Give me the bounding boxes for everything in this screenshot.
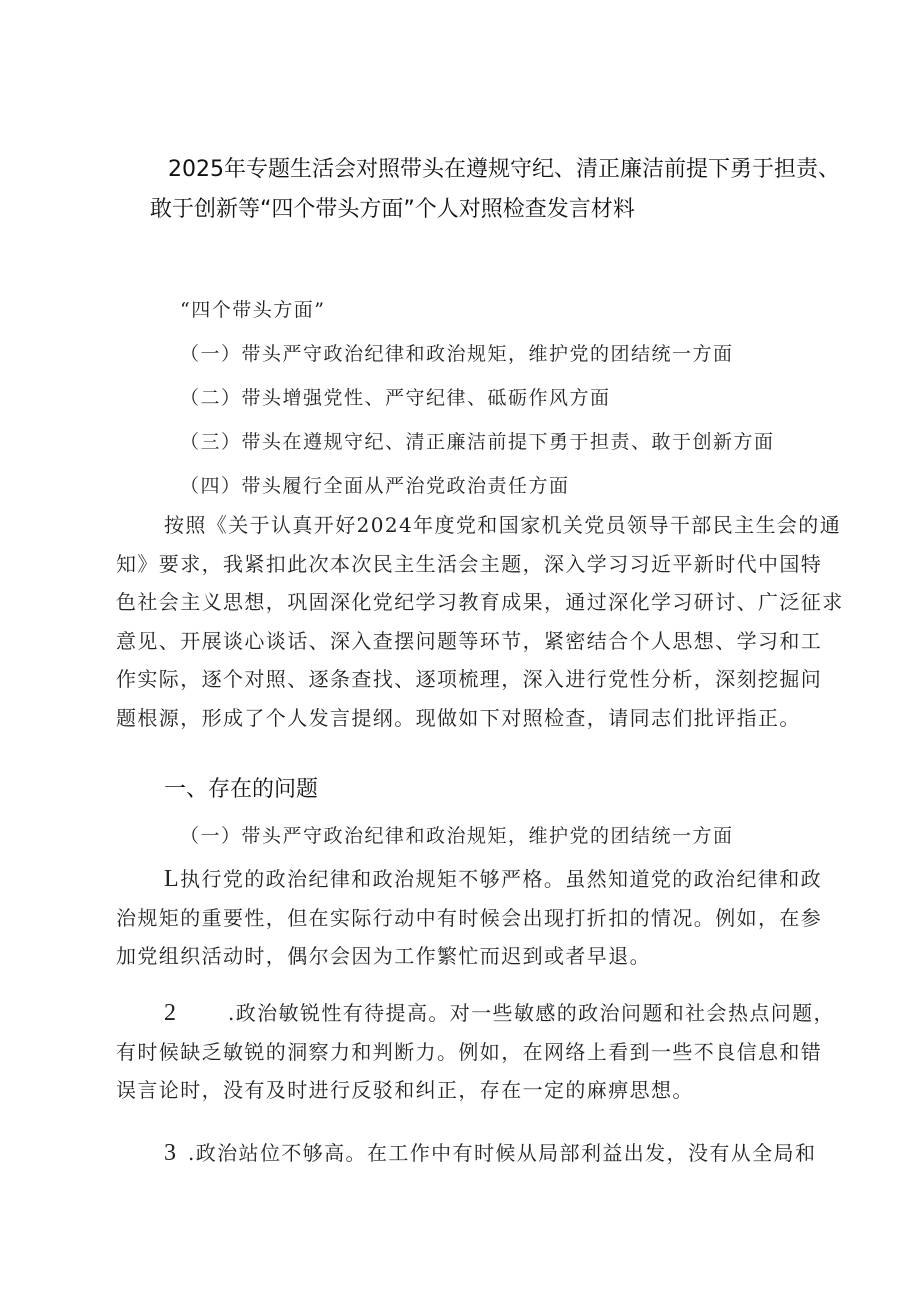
outline-list bbox=[180, 288, 775, 508]
title-line-2: 敢于创新等“四个带头方面”个人对照检查发言材料 bbox=[150, 197, 635, 222]
outline-item: （二）带头增强党性、严守纪律、砥砺作风方面 bbox=[180, 387, 611, 409]
outline-item: （一）带头严守政治纪律和政治规矩，维护党的团结统一方面 bbox=[180, 343, 734, 365]
subsection-heading: （一）带头严守政治纪律和政治规矩，维护党的团结统一方面 bbox=[180, 825, 734, 847]
intro-line: 作实际，逐个对照、逐条查找、逐项梳理，深入进行党性分析，深刻挖掘问 bbox=[116, 667, 823, 692]
paragraph-line: .政治站位不够高。在工作中有时候从局部利益出发，没有从全局和 bbox=[188, 1141, 817, 1165]
intro-line: 色社会主义思想，巩固深化党纪学习教育成果，通过深化学习研讨、广泛征求 bbox=[116, 590, 844, 615]
paragraph-line: .政治敏锐性有待提高。对一些敏感的政治问题和社会热点问题， bbox=[228, 1001, 835, 1025]
intro-line: 意见、开展谈心谈话、深入查摆问题等环节，紧密结合个人思想、学习和工 bbox=[116, 628, 823, 653]
intro-line: 知》要求，我紧扣此次本次民主生活会主题，深入学习习近平新时代中国特 bbox=[116, 551, 823, 576]
title-line-1: 2025年专题生活会对照带头在遵规守纪、清正廉洁前提下勇于担责、 bbox=[168, 157, 840, 182]
intro-line: 按照《关于认真开好2024年度党和国家机关党员领导干部民主生会的通 bbox=[164, 513, 842, 537]
paragraph-line: 治规矩的重要性，但在实际行动中有时候会出现打折扣的情况。例如，在参 bbox=[116, 905, 823, 930]
problem-paragraph-3 bbox=[116, 1134, 836, 1173]
paragraph-line: 有时候缺乏敏锐的洞察力和判断力。例如，在网络上看到一些不良信息和错 bbox=[116, 1039, 823, 1064]
outline-item: （三）带头在遵规守纪、清正廉洁前提下勇于担责、敢于创新方面 bbox=[180, 431, 775, 453]
document-title bbox=[150, 150, 868, 230]
item-number: 3 bbox=[164, 1140, 178, 1166]
intro-line: 题根源，形成了个人发言提纲。现做如下对照检查，请同志们批评指正。 bbox=[116, 705, 801, 730]
item-number: L bbox=[164, 866, 181, 892]
paragraph-line: 加党组织活动时，偶尔会因为工作繁忙而迟到或者早退。 bbox=[116, 944, 651, 969]
section-heading: 一、存在的问题 bbox=[164, 777, 319, 802]
paragraph-line: 执行党的政治纪律和政治规矩不够严格。虽然知道党的政治纪律和政 bbox=[180, 867, 823, 891]
problem-paragraph-2 bbox=[116, 994, 836, 1110]
paragraph-line: 误言论时，没有及时进行反驳和纠正，存在一定的麻痹思想。 bbox=[116, 1078, 694, 1103]
outline-item: （四）带头履行全面从严治党政治责任方面 bbox=[180, 475, 570, 497]
item-number: 2 bbox=[164, 1000, 178, 1026]
intro-paragraph bbox=[116, 506, 844, 738]
outline-item: “四个带头方面” bbox=[180, 299, 326, 321]
problem-paragraph-1 bbox=[116, 860, 836, 976]
